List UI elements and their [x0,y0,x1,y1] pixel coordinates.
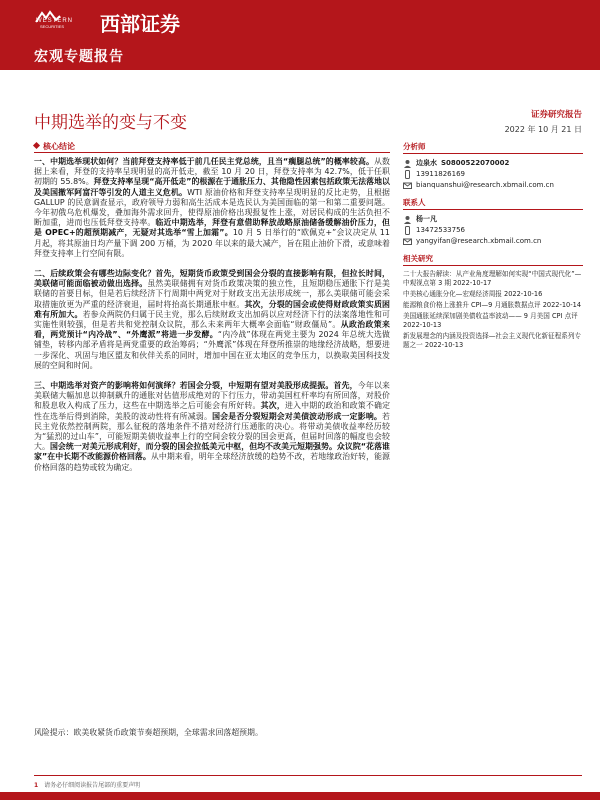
diamond-icon [33,142,40,149]
related-item[interactable]: 能源粮食价格上涨推升 CPI—9 月通胀数据点评 2022-10-14 [403,301,582,309]
paragraph-bold-text: 国会是否分裂短期会对美债波动形成一定影响。 [212,411,383,421]
phone-icon [403,170,412,179]
report-date: 2022 年 10 月 21 日 [504,125,582,134]
related-item[interactable]: 美国通胀延续深加剧美债收益率波动—— 9 月美国 CPI 点评 2022-10-13 [403,312,578,329]
page-number: 1 [34,782,39,789]
paragraph-bold-text: 二、后续政策会有哪些边际变化？首先，短期货币政策受到国会分裂的直接影响有限，但拉长时间，美联储可能面临被动做出选择。 [34,269,390,289]
brand-name-en: WESTERN [36,18,73,24]
brand-name-cn: 西部证券 [100,12,180,36]
footer-band [0,792,600,800]
paragraph-bold-text: 三、中期选举对资产的影响将如何演绎？若国会分裂，中短期有望对美股形成提振。首先， [34,381,358,391]
analyst-email-row[interactable] [403,180,583,191]
paragraph-bold-text: 临近中期选举，拜登有意借助释放战略原油储备缓解油价压力，但是 OPEC+的超预期减产，无疑对其选举“雪上加霜”。 [34,218,390,238]
core-section-label: 核心结论 [43,142,75,151]
analyst-email[interactable]: bianquanshui@research.xbmail.com.cn [416,181,554,189]
sidebar [403,141,583,356]
paragraph-bold-text: 一、中期选举现状如何？当前拜登支持率低于前几任民主党总统，且当“瘸腿总统”的概率较高。 [34,157,375,166]
contact-block [403,197,583,247]
contact-phone-row [403,225,583,236]
related-item[interactable]: 中美核心通胀分化—宏观经济周报 2022-10-16 [403,290,543,298]
paragraph-text: 10 月 5 日举行的“欧佩克+”会议决定从 11 月起，将其原油日均产量下调 200 万桶，为 2020 年以来的最大减产，旨在阻止油价下滑，或意味着拜登支持率上行空间有限。 [34,228,390,258]
main-body [34,157,390,483]
paragraph-text: WTI 原油价格和拜登支持率呈现明显的反比走势，且根据 GALLUP 的民意调查显示，政府领导力弱和高生活成本是选民认为美国面临的第一和第二重要问题。今年初俄乌危机爆发，叠加海外需求回升，使得原油价格出现报复性上涨，对居民构成的生活负担不断加重，进而也压低拜登支持率。 [34,187,390,228]
analyst-name: 边泉水 [416,159,437,167]
contact-email-row[interactable] [403,236,583,247]
paragraph-text: 虽然美联储拥有对货币政策决策的独立性，且短期稳压通胀下行是美联储的首要目标，但是若后续经济下行周期中两党对于财政支出无法形成统一，那么美联储可能会采取措施放更为严重的经济衰退，届时将抬高长期通胀中枢。 [34,279,390,309]
paragraph-bold-text: 从政治政策来看，两党预计“内冷战”、“外鹰派”将进一步发酵。 [34,320,390,340]
contact-phone: 13472533756 [416,226,465,234]
report-type: 宏观专题报告 [34,49,124,65]
analyst-phone-row [403,169,583,180]
person-icon [403,159,412,168]
header-band [0,0,600,70]
paragraph-text: 从数据上来看，拜登的支持率呈现明显的高开低走，截至 10 月 20 日，拜登支持率为 42.7%，低于任职初期的 55.8%。 [34,157,390,187]
paragraph-text: 从中期来看，明年全球经济放缓的趋势不改，若地缘政治好转，能源价格回落的趋势或较为确定。 [34,452,390,472]
person-icon [403,215,412,224]
contact-name-row [403,214,583,225]
analyst-phone: 13911826169 [416,170,465,178]
risk-note: 风险提示：欧美收紧货币政策节奏超预期，全球需求回落超预期。 [34,728,263,737]
paragraph-bold-text: 国会统一对美元形成利好，而分裂的国会拉低美元中枢，但均不改美元短期强势。众议院“花落谁家”在中长期不改能源价格回落。 [34,442,390,462]
footer [34,780,140,789]
paragraph-bold-text: 拜登支持率呈现“高开低走”的根源在于通胀压力、其他隐性因素包括政策无法落地以及美国撤军阿富汗等引发的人道主义危机。 [34,177,390,197]
phone-icon [403,226,412,235]
contact-label: 联系人 [403,197,583,210]
body-paragraph [34,381,390,473]
brand-name-en-sub: SECURITIES [40,24,65,29]
analyst-label: 分析师 [403,141,583,154]
paragraph-text: “内冷战”体现在两党主要为 2024 年总统大选做铺垫，转移内部矛盾将是两党重要的政治筹码；“外鹰派”体现在拜登所推崇的地缘经济战略，想要进一步深化、巩固与地区盟友和伙伴关系的同时，增加中国在亚太地区的竞争压力，以换取美国科技发展的空间和时间。 [34,330,390,370]
paragraph-text: 进入中期的政治和政策不确定性在选举后得到消除，美股的波动性将有所减弱。 [34,401,391,421]
contact-name: 杨一凡 [416,215,437,223]
footer-divider [34,775,582,776]
related-item[interactable]: 新发展理念的内涵及投资选择—社会主义现代化新征程系列专题之一 2022-10-13 [403,332,582,349]
related-list [403,270,583,350]
contact-email[interactable]: yangyifan@research.xbmail.com.cn [416,237,542,245]
paragraph-bold-text: 其次，分裂的国会或使得财政政策实质困难有所加大。 [34,299,390,319]
analyst-cert: S0800522070002 [441,159,510,167]
core-section-header [34,141,390,153]
body-paragraph [34,157,390,259]
paragraph-text: 今年以来美联储大幅加息以抑制飙升的通胀对估值形成绝对的下行压力，带动美国杠杆率均有所回落，对股价和股息收入构成了压力，这些在中期选举之后可能会有所好转。 [34,381,390,411]
related-item[interactable]: 二十大报告解读：从产业角度理解如何实现“中国式现代化”—中观视点第 3 期 2022-10-17 [403,270,582,287]
email-icon [403,237,412,246]
email-icon [403,181,412,190]
related-block [403,253,583,350]
paragraph-bold-text: 其次， [260,401,285,411]
related-label: 相关研究 [403,253,583,266]
paragraph-text: 若民主党依然控制两院，那么征税的落地条件不措对经济行压通胀的决心。将带动美债收益率经历较为“猛烈的过山车”，可能短期美债收益率上行的空间会较分裂的国会更高，但届时回落的幅度也会较大。 [34,411,390,452]
body-paragraph [34,269,390,371]
analyst-block [403,141,583,191]
footer-disclaimer: 请务必仔细阅读报告尾部的重要声明 [44,782,141,789]
report-category: 证券研究报告 [530,110,582,120]
analyst-name-row [403,158,583,169]
paragraph-text: 若参众两院仍归属于民主党，那么后续财政支出加码以应对经济下行的法案落地性和可实施性则较强，但是若共和党控制众议院，那么未来两年大概率会面临“财政僵局”。 [34,309,390,330]
report-title: 中期选举的变与不变 [34,113,187,133]
